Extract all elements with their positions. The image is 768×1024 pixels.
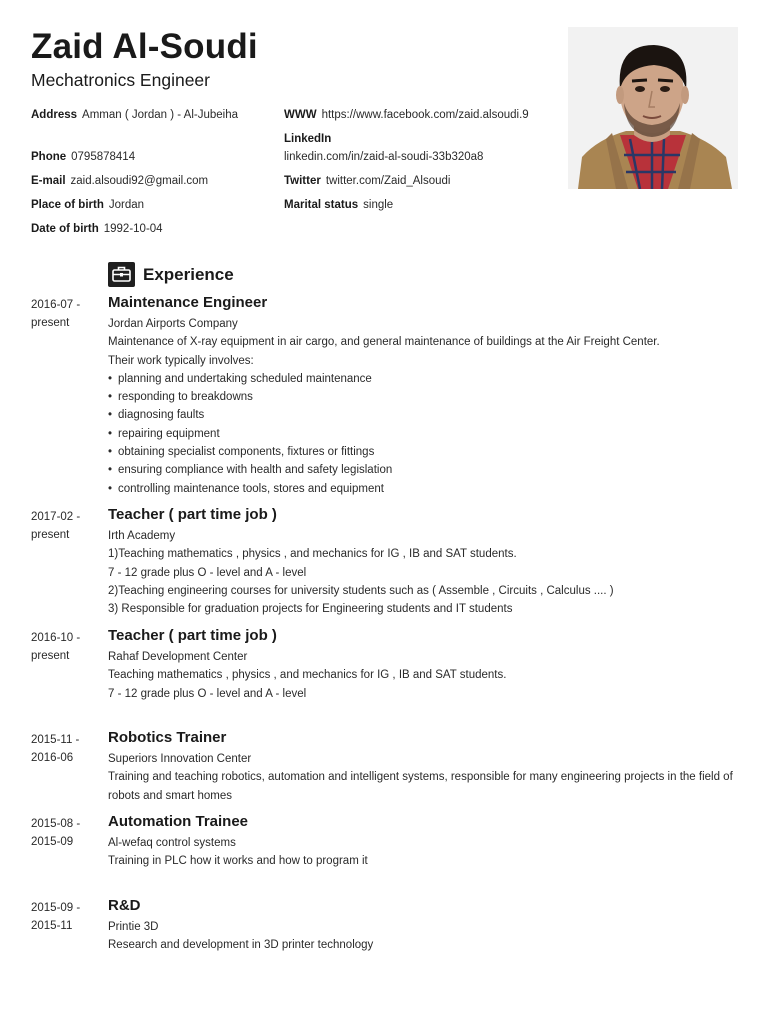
www-value[interactable]: https://www.facebook.com/zaid.alsoudi.9	[321, 109, 529, 121]
job-bullet: • controlling maintenance tools, stores and equipment	[108, 480, 733, 498]
address-label: Address	[31, 109, 78, 121]
phone-field	[31, 151, 135, 163]
job-details	[108, 629, 733, 703]
job-company: Jordan Airports Company	[108, 318, 238, 330]
job-title: Automation Trainee	[108, 813, 249, 830]
address-field	[31, 109, 238, 121]
job-date-from: 2016-10 -	[31, 632, 81, 644]
linkedin-value[interactable]: linkedin.com/in/zaid-al-soudi-33b320a8	[284, 151, 484, 163]
job-date-to: 2016-06	[31, 752, 74, 765]
job-date-from: 2015-09 -	[31, 902, 81, 914]
www-field	[284, 109, 529, 121]
job-bullet: • responding to breakdowns	[108, 388, 733, 406]
phone-value: 0795878414	[71, 151, 136, 163]
email-value[interactable]: zaid.alsoudi92@gmail.com	[70, 175, 209, 187]
date-of-birth-label: Date of birth	[31, 223, 99, 235]
job-description-line: 2)Teaching engineering courses for university students such as ( Assemble , Circuits , Calculus .... )	[108, 584, 614, 597]
job-description-line: Research and development in 3D printer technology	[108, 939, 374, 952]
job-description-line: Their work typically involves:	[108, 354, 254, 367]
job-description-line: Training and teaching robotics, automation and intelligent systems, responsible for many engineering projects in the field of robots and smart homes	[108, 771, 733, 802]
job-description-line: 3) Responsible for graduation projects for Engineering students and IT students	[108, 603, 513, 616]
job-details	[108, 296, 733, 498]
marital-status-field	[284, 199, 393, 211]
job-description-line: Maintenance of X-ray equipment in air cargo, and general maintenance of buildings at the Air Freight Center.	[108, 336, 660, 349]
marital-status-value: single	[363, 199, 394, 211]
resume-title: Mechatronics Engineer	[31, 70, 210, 90]
marital-status-label: Marital status	[284, 199, 359, 211]
email-label: E-mail	[31, 175, 66, 187]
address-value: Amman ( Jordan ) - Al-Jubeiha	[82, 109, 238, 121]
linkedin-label: LinkedIn	[284, 133, 332, 145]
job-date-to: present	[31, 317, 70, 330]
job-title: Maintenance Engineer	[108, 294, 268, 311]
job-bullet: • diagnosing faults	[108, 406, 733, 424]
twitter-value[interactable]: twitter.com/Zaid_Alsoudi	[325, 175, 451, 187]
job-description-line: Training in PLC how it works and how to program it	[108, 855, 368, 868]
job-title: Teacher ( part time job )	[108, 627, 277, 644]
experience-heading: Experience	[143, 265, 234, 284]
job-bullet: • repairing equipment	[108, 425, 733, 443]
phone-label: Phone	[31, 151, 67, 163]
job-company: Rahaf Development Center	[108, 651, 248, 663]
job-date-from: 2017-02 -	[31, 511, 81, 523]
job-dates	[31, 731, 101, 768]
job-company: Irth Academy	[108, 530, 176, 542]
job-bullet: • ensuring compliance with health and safety legislation	[108, 461, 733, 479]
job-description-line: 1)Teaching mathematics , physics , and mechanics for IG , IB and SAT students.	[108, 548, 517, 561]
job-date-to: 2015-09	[31, 836, 74, 849]
twitter-field	[284, 175, 450, 187]
job-title: R&D	[108, 897, 141, 914]
job-date-to: 2015-11	[31, 920, 73, 933]
profile-photo	[568, 27, 738, 189]
job-description-line: 7 - 12 grade plus O - level and A - level	[108, 566, 307, 579]
date-of-birth-value: 1992-10-04	[103, 223, 163, 235]
resume-name: Zaid Al-Soudi	[31, 27, 258, 66]
job-dates	[31, 629, 101, 666]
place-of-birth-label: Place of birth	[31, 199, 104, 211]
job-dates	[31, 508, 101, 545]
job-dates	[31, 899, 101, 936]
job-dates	[31, 296, 101, 333]
twitter-label: Twitter	[284, 175, 321, 187]
job-title: Robotics Trainer	[108, 729, 227, 746]
job-description-line: 7 - 12 grade plus O - level and A - level	[108, 687, 307, 700]
place-of-birth-value: Jordan	[108, 199, 145, 211]
job-description-line: Teaching mathematics , physics , and mechanics for IG , IB and SAT students.	[108, 669, 507, 682]
job-dates	[31, 815, 101, 852]
place-of-birth-field	[31, 199, 144, 211]
job-date-from: 2015-11 -	[31, 734, 80, 746]
date-of-birth-field	[31, 223, 163, 235]
job-date-from: 2015-08 -	[31, 818, 81, 830]
linkedin-field	[284, 130, 483, 166]
job-company: Al-wefaq control systems	[108, 837, 236, 849]
job-details	[108, 899, 733, 955]
www-label: WWW	[284, 109, 317, 121]
job-details	[108, 815, 733, 871]
job-company: Superiors Innovation Center	[108, 753, 252, 765]
job-title: Teacher ( part time job )	[108, 506, 277, 523]
job-date-from: 2016-07 -	[31, 299, 81, 311]
job-date-to: present	[31, 650, 70, 663]
job-bullet: • planning and undertaking scheduled maintenance	[108, 370, 733, 388]
job-date-to: present	[31, 529, 70, 542]
job-bullet: • obtaining specialist components, fixtures or fittings	[108, 443, 733, 461]
job-details	[108, 508, 733, 618]
email-field	[31, 175, 208, 187]
job-company: Printie 3D	[108, 921, 159, 933]
briefcase-icon	[108, 262, 135, 287]
job-details	[108, 731, 733, 805]
